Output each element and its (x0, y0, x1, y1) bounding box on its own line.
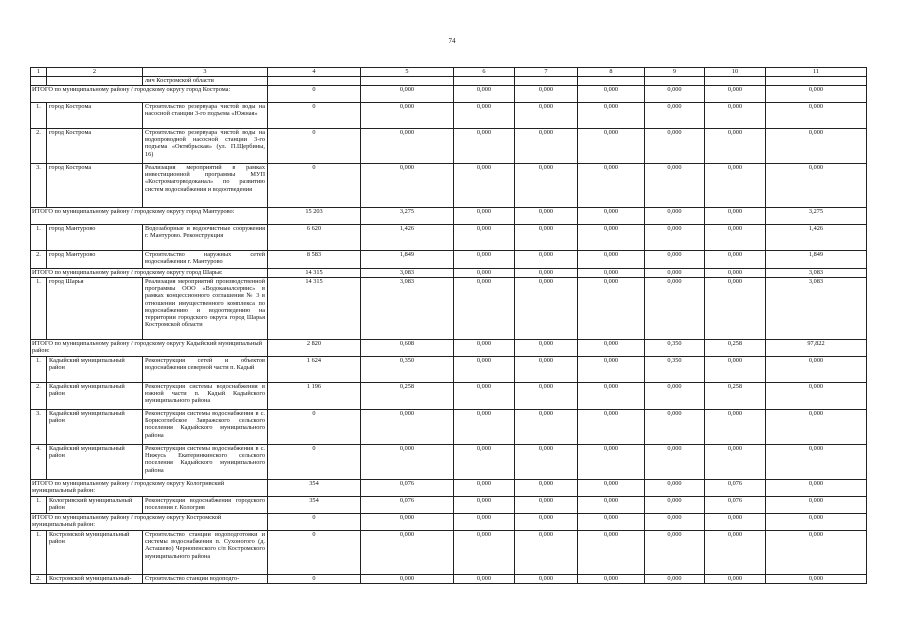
value-cell: 0,000 (766, 480, 867, 497)
value-cell: 0,000 (454, 531, 515, 575)
value-cell: 0,000 (515, 278, 578, 340)
value-cell: 0,000 (645, 278, 705, 340)
value-cell: 0,000 (515, 531, 578, 575)
description-cell: Строительство станции водоподго- (143, 575, 268, 584)
value-cell: 0,350 (645, 340, 705, 357)
value-cell: 0,000 (361, 86, 454, 103)
row-number-cell: 1. (31, 357, 47, 383)
item-row (31, 251, 867, 269)
column-number: 7 (515, 68, 578, 77)
value-cell: 0,000 (515, 269, 578, 278)
row-number-cell: 1. (31, 278, 47, 340)
value-cell: 0,000 (645, 103, 705, 129)
value-cell: 0,000 (515, 129, 578, 164)
value-cell (578, 77, 645, 86)
location-cell: город Кострома (47, 103, 143, 129)
value-cell: 0,000 (578, 480, 645, 497)
value-cell: 0,000 (578, 531, 645, 575)
location-cell: город Мантурово (47, 225, 143, 251)
value-cell: 0,000 (515, 251, 578, 269)
value-cell: 0,000 (705, 278, 766, 340)
water-supply-table (30, 67, 867, 584)
item-row (31, 531, 867, 575)
value-cell: 0,000 (705, 445, 766, 480)
location-cell: Кологривский муниципальный район (47, 497, 143, 514)
value-cell: 0,000 (766, 531, 867, 575)
description-cell: Реконструкция системы водоснабжения в с. Нижусь Екатеринкинского сельского поселения Кадыйского муниципального района (143, 445, 268, 480)
value-cell: 0,000 (705, 129, 766, 164)
value-cell: 6 620 (268, 225, 361, 251)
total-label: ИТОГО по муниципальному району / городскому округу город Мантурово: (31, 208, 268, 225)
value-cell: 0,000 (578, 164, 645, 208)
column-number: 3 (143, 68, 268, 77)
item-row (31, 445, 867, 480)
location-cell: город Кострома (47, 164, 143, 208)
value-cell: 0 (268, 164, 361, 208)
value-cell: 0,000 (766, 164, 867, 208)
value-cell: 0,000 (361, 103, 454, 129)
value-cell: 0,000 (515, 164, 578, 208)
value-cell: 0,000 (645, 86, 705, 103)
value-cell: 3,275 (361, 208, 454, 225)
value-cell: 0,000 (578, 383, 645, 410)
value-cell: 0 (268, 410, 361, 445)
row-number-cell: 1. (31, 497, 47, 514)
location-cell: Костромской муниципальный- (47, 575, 143, 584)
value-cell: 0,000 (645, 269, 705, 278)
value-cell: 0,000 (705, 269, 766, 278)
value-cell: 0,000 (766, 383, 867, 410)
value-cell: 0,000 (454, 514, 515, 531)
value-cell: 0,000 (578, 251, 645, 269)
value-cell: 0,000 (705, 531, 766, 575)
value-cell: 0,000 (454, 410, 515, 445)
value-cell: 0,000 (578, 357, 645, 383)
value-cell: 0,000 (578, 225, 645, 251)
value-cell: 0,000 (766, 86, 867, 103)
value-cell: 0,000 (645, 514, 705, 531)
row-number-cell: 2. (31, 383, 47, 410)
value-cell: 3,083 (361, 278, 454, 340)
value-cell: 0,000 (361, 410, 454, 445)
value-cell: 0,000 (645, 164, 705, 208)
value-cell: 0,000 (766, 514, 867, 531)
description-cell: Реконструкция сетей и объектов водоснабжения северной части п. Кадый (143, 357, 268, 383)
value-cell: 0,350 (361, 357, 454, 383)
value-cell: 0,000 (766, 103, 867, 129)
row-number-cell: 4. (31, 445, 47, 480)
value-cell: 0,000 (705, 575, 766, 584)
total-label: ИТОГО по муниципальному району / городскому округу город Кострома: (31, 86, 268, 103)
value-cell: 14 315 (268, 269, 361, 278)
value-cell: 0,000 (515, 208, 578, 225)
value-cell: 0,076 (361, 480, 454, 497)
row-number-cell: 3. (31, 164, 47, 208)
description-cell: Строительство наружных сетей водоснабжения г. Мантурово (143, 251, 268, 269)
row-number-cell: 2. (31, 251, 47, 269)
value-cell: 0 (268, 129, 361, 164)
value-cell (515, 77, 578, 86)
value-cell: 3,083 (361, 269, 454, 278)
total-label: ИТОГО по муниципальному району / городскому округу город Шарья: (31, 269, 268, 278)
row-number-cell: 2. (31, 575, 47, 584)
value-cell: 0,000 (645, 129, 705, 164)
value-cell: 0,000 (705, 103, 766, 129)
value-cell: 0,000 (766, 497, 867, 514)
value-cell: 0,000 (454, 480, 515, 497)
value-cell: 0,000 (578, 269, 645, 278)
value-cell: 0,608 (361, 340, 454, 357)
value-cell: 1,426 (766, 225, 867, 251)
value-cell: 0,000 (515, 480, 578, 497)
total-row (31, 514, 867, 531)
value-cell: 0,000 (645, 410, 705, 445)
row-number-cell: 1. (31, 225, 47, 251)
column-number: 8 (578, 68, 645, 77)
value-cell: 14 315 (268, 278, 361, 340)
item-row (31, 103, 867, 129)
value-cell: 0,000 (515, 410, 578, 445)
value-cell (705, 77, 766, 86)
total-label: ИТОГО по муниципальному району / городскому округу Костромской муниципальный район: (31, 514, 268, 531)
location-cell: город Шарья (47, 278, 143, 340)
value-cell: 0,000 (645, 445, 705, 480)
value-cell: 0,000 (515, 340, 578, 357)
value-cell: 0,000 (454, 164, 515, 208)
description-cell: Строительство станции водоподготовки и системы водоснабжения п. Сухоногого (д. Асташево) Чернопенского с/п Костромского муниципального района (143, 531, 268, 575)
value-cell: 0,000 (705, 164, 766, 208)
description-cell: Реконструкция системы водоснабжения в с. Борисоглебское Завражского сельского поселения Кадыйского муниципального района (143, 410, 268, 445)
description-cell: Строительство резервуара чистой воды на насосной станции 3-го подъема «Южная» (143, 103, 268, 129)
value-cell: 0,000 (705, 251, 766, 269)
value-cell: 15 203 (268, 208, 361, 225)
item-row (31, 575, 867, 584)
value-cell: 0,000 (766, 357, 867, 383)
total-label: ИТОГО по муниципальному району / городскому округу Кадыйский муниципальный район: (31, 340, 268, 357)
column-number: 9 (645, 68, 705, 77)
value-cell: 354 (268, 480, 361, 497)
value-cell: 0,000 (645, 251, 705, 269)
value-cell: 0,000 (705, 514, 766, 531)
value-cell: 0,000 (454, 383, 515, 410)
location-cell (47, 77, 143, 86)
location-cell: Кадыйский муниципальный район (47, 445, 143, 480)
value-cell: 0,000 (645, 383, 705, 410)
value-cell: 0,000 (578, 497, 645, 514)
value-cell: 0,000 (454, 103, 515, 129)
value-cell: 0,258 (705, 383, 766, 410)
item-row (31, 129, 867, 164)
value-cell: 0,000 (515, 445, 578, 480)
value-cell: 0,000 (705, 208, 766, 225)
total-row (31, 480, 867, 497)
value-cell: 0,000 (454, 129, 515, 164)
item-row (31, 225, 867, 251)
value-cell (268, 77, 361, 86)
value-cell: 0,000 (361, 445, 454, 480)
value-cell: 0,000 (645, 497, 705, 514)
value-cell: 0 (268, 86, 361, 103)
value-cell: 1,849 (361, 251, 454, 269)
value-cell: 0,000 (705, 225, 766, 251)
value-cell: 0,000 (515, 357, 578, 383)
value-cell: 8 583 (268, 251, 361, 269)
value-cell: 0,000 (705, 357, 766, 383)
total-row (31, 340, 867, 357)
row-number-cell: 1. (31, 531, 47, 575)
value-cell: 0,000 (454, 357, 515, 383)
description-cell: Строительство резервуара чистой воды на водопроводной насосной станции 3-го подъема «Октябрьская» (ул. П.Щербины, 16) (143, 129, 268, 164)
value-cell: 0,000 (515, 575, 578, 584)
item-row (31, 357, 867, 383)
value-cell: 0,000 (645, 575, 705, 584)
value-cell: 0,000 (578, 208, 645, 225)
value-cell: 0,000 (578, 575, 645, 584)
value-cell: 0,000 (361, 531, 454, 575)
value-cell: 1 196 (268, 383, 361, 410)
description-cell: лич Костромской области (143, 77, 268, 86)
value-cell: 0,000 (454, 445, 515, 480)
value-cell: 0,000 (454, 269, 515, 278)
value-cell: 0,000 (578, 410, 645, 445)
total-label: ИТОГО по муниципальному району / городскому округу Кологривский муниципальный район: (31, 480, 268, 497)
value-cell: 1 624 (268, 357, 361, 383)
location-cell: город Мантурово (47, 251, 143, 269)
column-number: 11 (766, 68, 867, 77)
location-cell: Кадыйский муниципальный район (47, 410, 143, 445)
value-cell: 0,000 (645, 480, 705, 497)
value-cell: 0,000 (515, 514, 578, 531)
column-number: 1 (31, 68, 47, 77)
value-cell: 0,000 (361, 575, 454, 584)
value-cell: 0,000 (578, 129, 645, 164)
value-cell (361, 77, 454, 86)
value-cell: 0,000 (454, 575, 515, 584)
value-cell: 3,083 (766, 269, 867, 278)
location-cell: город Кострома (47, 129, 143, 164)
value-cell: 97,822 (766, 340, 867, 357)
column-number: 6 (454, 68, 515, 77)
item-row (31, 410, 867, 445)
value-cell: 0,000 (578, 514, 645, 531)
value-cell: 0,000 (361, 129, 454, 164)
value-cell: 0,000 (454, 225, 515, 251)
description-cell: Реализация мероприятий производственной программы ООО «Водоканалсервис» в рамках концессионного соглашения № 3 в отношении имущественного комплекса по водоснабжению и водоотведению на территории городского округа город Шарья Костромской области (143, 278, 268, 340)
value-cell: 0,000 (454, 208, 515, 225)
total-row (31, 208, 867, 225)
item-row (31, 383, 867, 410)
value-cell: 0,258 (705, 340, 766, 357)
value-cell: 3,083 (766, 278, 867, 340)
value-cell: 2 820 (268, 340, 361, 357)
value-cell: 0,000 (578, 445, 645, 480)
value-cell: 0,000 (454, 251, 515, 269)
value-cell: 0,000 (515, 383, 578, 410)
description-cell: Реконструкция системы водоснабжения в южной части п. Кадый Кадыйского муниципального района (143, 383, 268, 410)
value-cell: 0,000 (454, 340, 515, 357)
column-number: 5 (361, 68, 454, 77)
value-cell: 0,000 (645, 531, 705, 575)
row-number-cell: 3. (31, 410, 47, 445)
value-cell: 354 (268, 497, 361, 514)
value-cell: 0,000 (766, 445, 867, 480)
value-cell: 0,000 (454, 86, 515, 103)
value-cell: 0,000 (705, 86, 766, 103)
value-cell: 0 (268, 103, 361, 129)
value-cell: 0,000 (515, 86, 578, 103)
value-cell: 0,000 (361, 164, 454, 208)
column-number: 4 (268, 68, 361, 77)
value-cell: 0,000 (766, 575, 867, 584)
value-cell: 0 (268, 531, 361, 575)
value-cell: 3,275 (766, 208, 867, 225)
value-cell: 0,000 (578, 86, 645, 103)
column-number: 2 (47, 68, 143, 77)
value-cell: 0,000 (766, 129, 867, 164)
location-cell: Костромской муниципальный район (47, 531, 143, 575)
value-cell: 0,000 (515, 497, 578, 514)
value-cell: 0,076 (361, 497, 454, 514)
value-cell: 0,000 (578, 278, 645, 340)
description-cell: Реализация мероприятий в рамках инвестиционной программы МУП «Костромагорводоканал» по развитию систем водоснабжения и водоотведения (143, 164, 268, 208)
continuation-row (31, 77, 867, 86)
column-number-row (31, 68, 867, 77)
value-cell: 0,350 (645, 357, 705, 383)
page-number: 74 (448, 37, 456, 45)
value-cell: 0,000 (515, 225, 578, 251)
value-cell: 1,849 (766, 251, 867, 269)
item-row (31, 278, 867, 340)
value-cell: 0,000 (645, 225, 705, 251)
value-cell: 0 (268, 445, 361, 480)
value-cell: 0,076 (705, 480, 766, 497)
value-cell: 0,000 (578, 103, 645, 129)
column-number: 10 (705, 68, 766, 77)
description-cell: Реконструкция водоснабжения городского поселения г. Кологрив (143, 497, 268, 514)
value-cell: 0,258 (361, 383, 454, 410)
value-cell: 0,000 (454, 497, 515, 514)
total-row (31, 269, 867, 278)
item-row (31, 164, 867, 208)
value-cell (454, 77, 515, 86)
value-cell: 0,076 (705, 497, 766, 514)
row-number-cell: 1. (31, 103, 47, 129)
value-cell: 0,000 (515, 103, 578, 129)
item-row (31, 497, 867, 514)
value-cell: 0,000 (645, 208, 705, 225)
total-row (31, 86, 867, 103)
row-number-cell (31, 77, 47, 86)
value-cell: 0 (268, 575, 361, 584)
value-cell: 0,000 (361, 514, 454, 531)
value-cell: 0 (268, 514, 361, 531)
value-cell (645, 77, 705, 86)
description-cell: Водозаборные и водоочистные сооружения г. Мантурово. Реконструкция (143, 225, 268, 251)
value-cell: 0,000 (705, 410, 766, 445)
row-number-cell: 2. (31, 129, 47, 164)
value-cell (766, 77, 867, 86)
value-cell: 0,000 (454, 278, 515, 340)
location-cell: Кадыйский муниципальный район (47, 357, 143, 383)
value-cell: 1,426 (361, 225, 454, 251)
value-cell: 0,000 (578, 340, 645, 357)
value-cell: 0,000 (766, 410, 867, 445)
location-cell: Кадыйский муниципальный район (47, 383, 143, 410)
